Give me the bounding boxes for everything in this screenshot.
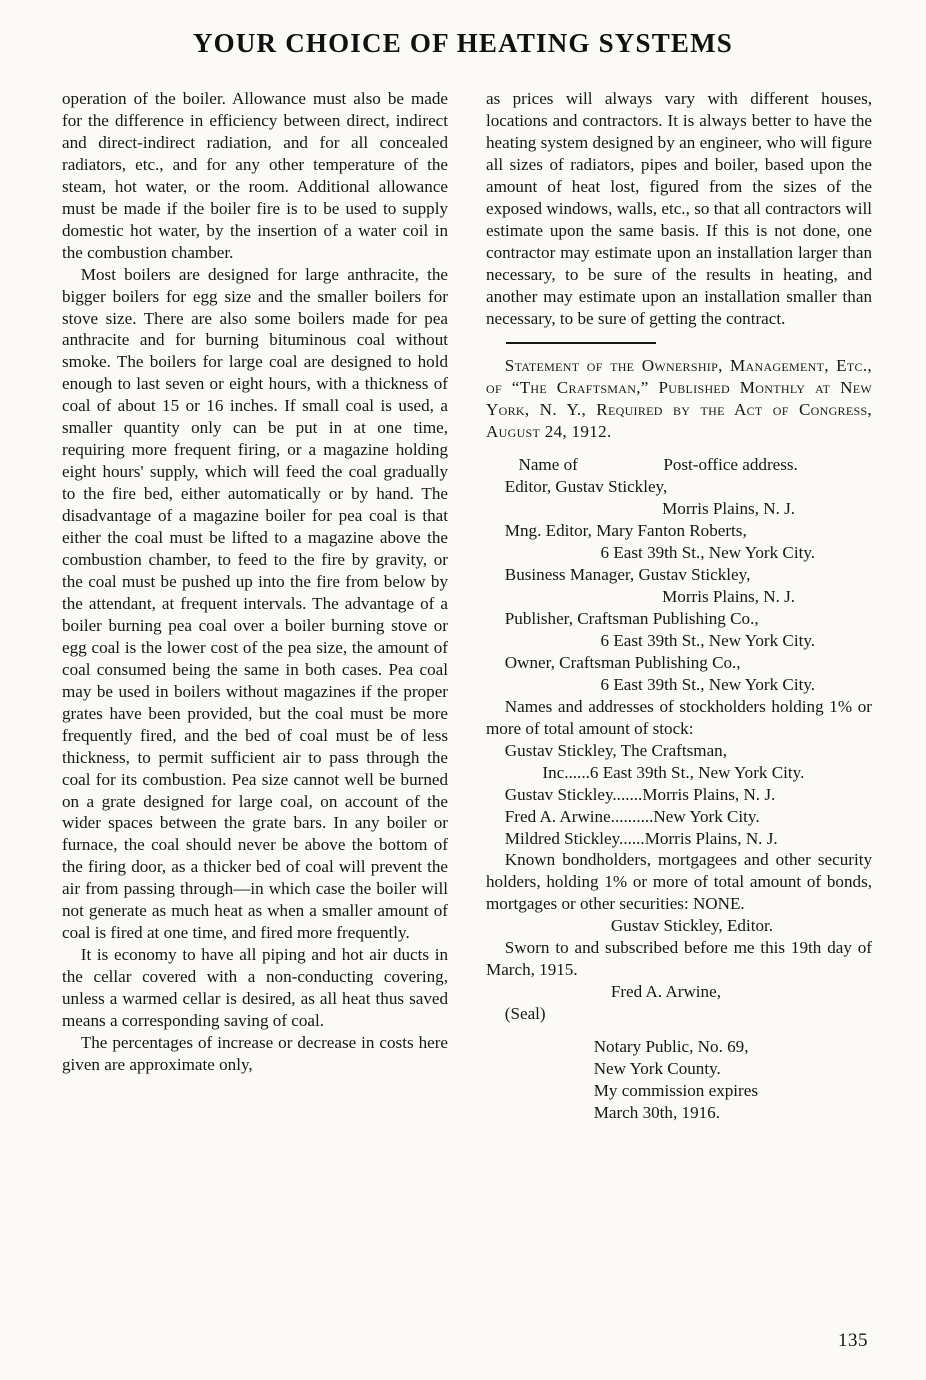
two-column-body xyxy=(62,88,872,1124)
paragraph: operation of the boiler. Allowance must also be made for the difference in efficiency between direct, indirect and direct-indirect radiation, and for all concealed radiators, etc., and for any other temperature of the steam, hot water, or the room. Additional allowance must be made if the boiler fire is to be used to supply domestic hot water, by the insertion of a water coil in the combustion chamber. xyxy=(62,89,448,262)
statement-entry-address: Morris Plains, N. J. xyxy=(662,499,796,519)
statement-entry-role: Owner, Craftsman Publishing Co., xyxy=(504,652,741,672)
statement-column-headers xyxy=(486,454,872,476)
statement-entry-address: 6 East 39th St., New York City. xyxy=(600,674,816,694)
sworn-statement: Sworn to and subscribed before me this 19th day of March, 1915. xyxy=(486,938,872,980)
column-head-address: Post-office address. xyxy=(663,455,798,475)
left-column xyxy=(62,88,448,1124)
stockholder-line: Gustav Stickley.......Morris Plains, N. J. xyxy=(504,784,776,804)
statement-heading: Statement of the Ownership, Management, Etc., of “The Craftsman,” Published Monthly at New York, N. Y., Required by the Act of Congress, August 24, 1912. xyxy=(486,356,872,442)
paragraph: The percentages of increase or decrease in costs here given are approximate only, xyxy=(62,1032,448,1074)
paragraph: as prices will always vary with different houses, locations and contractors. It is always better to have the heating system designed by an engineer, who will figure all sizes of radiators, pipes and boiler, based upon the amount of heat lost, figured from the sizes of the exposed windows, walls, etc., so that all contractors will estimate upon the same basis. If this is not done, one contractor may estimate upon an installation larger than necessary, to be sure of the results in heating, and another may estimate upon an installation smaller than necessary, to be sure of getting the contract. xyxy=(486,89,872,328)
notary-line: Notary Public, No. 69, xyxy=(593,1037,749,1057)
stockholder-line: Mildred Stickley......Morris Plains, N. J. xyxy=(504,828,778,848)
stockholder-line: Inc......6 East 39th St., New York City. xyxy=(542,762,805,782)
page-title: YOUR CHOICE OF HEATING SYSTEMS xyxy=(192,28,734,58)
stockholders-intro: Names and addresses of stockholders holding 1% or more of total amount of stock: xyxy=(486,696,872,738)
stockholder-line: Fred A. Arwine..........New York City. xyxy=(504,806,760,826)
notary-line: March 30th, 1916. xyxy=(593,1102,720,1122)
statement-entry-address: Morris Plains, N. J. xyxy=(662,587,796,607)
statement-entry-role: Mng. Editor, Mary Fanton Roberts, xyxy=(504,521,747,541)
statement-entry-role: Business Manager, Gustav Stickley, xyxy=(504,565,751,585)
statement-entry-address: 6 East 39th St., New York City. xyxy=(600,630,816,650)
statement-entry-role: Editor, Gustav Stickley, xyxy=(504,477,668,497)
statement-entry-role: Publisher, Craftsman Publishing Co., xyxy=(504,608,759,628)
seal-label: (Seal) xyxy=(504,1004,546,1024)
statement-entry-address: 6 East 39th St., New York City. xyxy=(600,543,816,563)
paragraph: Most boilers are designed for large anthracite, the bigger boilers for egg size and the smaller boilers for stove size. There are also some boilers made for pea anthracite and for burning bituminous coal without smoke. The boilers for large coal are designed to hold enough to last seven or eight hours, with a thickness of coal of about 15 or 16 inches. If small coal is used, a smaller quantity only can be put in at one time, requiring more frequent firing, or a magazine holding eight hours' supply, which will feed the coal gradually to the fire bed, either automatically or by hand. The disadvantage of a magazine boiler for pea coal is that either the coal must be lifted to a magazine above the combustion chamber, to feed to the fire by gravity, or the coal must be pushed up into the fire from below by the attendant, at frequent intervals. The advantage of a boiler burning pea coal over a boiler burning stove or egg coal is the lower cost of the pea size, the amount of coal consumed being the same in both cases. Pea coal may be used in boilers without magazines if the proper grates have been provided, but the coal must be more frequently fired, and the bed of coal must be of less thickness, to permit sufficient air to pass through the coal for its combustion. Pea size cannot well be burned on a grate designed for large coal, on account of the wider spaces between the grate bars. In any boiler or furnace, the coal should never be above the bottom of the firing door, as a thicker bed of coal will prevent the air from passing through—in which case the boiler will not generate as much heat as when a smaller amount of coal is fired at one time, and fired more frequently. xyxy=(62,264,448,943)
stockholder-line: Gustav Stickley, The Craftsman, xyxy=(504,740,727,760)
right-column xyxy=(486,88,872,1124)
page-number: 135 xyxy=(838,1330,868,1351)
column-head-name: Name of xyxy=(518,455,578,475)
signature-editor: Gustav Stickley, Editor. xyxy=(610,916,774,936)
paragraph: It is economy to have all piping and hot air ducts in the cellar covered with a non-conducting covering, unless a warmed cellar is desired, as all heat thus saved means a corresponding saving of coal. xyxy=(62,945,448,1031)
notary-line: My commission expires xyxy=(593,1080,758,1100)
signature-notary: Fred A. Arwine, xyxy=(610,982,721,1002)
notary-line: New York County. xyxy=(593,1059,721,1079)
bondholders-statement: Known bondholders, mortgagees and other security holders, holding 1% or more of total amount of bonds, mortgages or other securities: NONE. xyxy=(486,850,872,914)
section-divider-rule xyxy=(506,342,656,344)
